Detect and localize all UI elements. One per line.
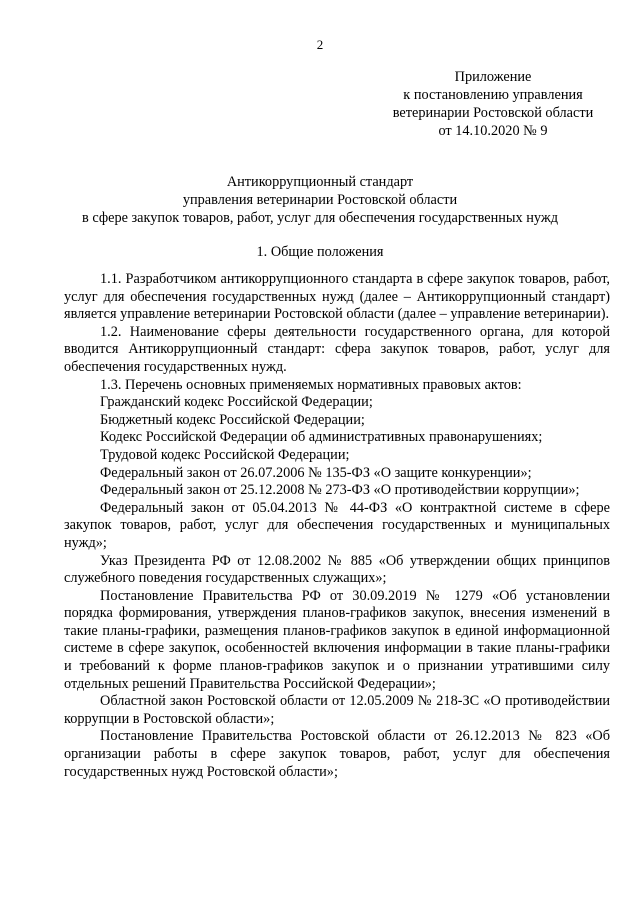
paragraph: Постановление Правительства Ростовской области от 26.12.2013 № 823 «Об организации работы в сфере закупок товаров, работ, услуг для обеспечения государственных нужд Ростовской области»; (64, 728, 610, 780)
paragraph: Федеральный закон от 26.07.2006 № 135-ФЗ «О защите конкуренции»; (100, 464, 532, 481)
paragraph: 1.3. Перечень основных применяемых нормативных правовых актов: (100, 376, 522, 393)
paragraph: Областной закон Ростовской области от 12.05.2009 № 218-ЗС «О противодействии коррупции в Ростовской области»; (64, 693, 610, 727)
paragraph: 1.2. Наименование сферы деятельности государственного органа, для которой вводится Антикоррупционный стандарт: сфера закупок товаров, работ, услуг для обеспечения государственных нужд. (64, 323, 610, 375)
appendix-block (380, 68, 606, 140)
paragraph: Федеральный закон от 05.04.2013 № 44-ФЗ «О контрактной системе в сфере закупок товаров, работ, услуг для обеспечения государственных и муниципальных нужд»; (64, 499, 610, 551)
document-body (64, 271, 610, 781)
paragraph: Бюджетный кодекс Российской Федерации; (100, 411, 365, 428)
appendix-line: от 14.10.2020 № 9 (438, 123, 548, 139)
paragraph: Федеральный закон от 25.12.2008 № 273-ФЗ «О противодействии коррупции»; (100, 482, 580, 499)
appendix-line: ветеринарии Ростовской области (392, 105, 594, 121)
paragraph: 1.1. Разработчиком антикоррупционного стандарта в сфере закупок товаров, работ, услуг для обеспечения государственных нужд (далее – Антикоррупционный стандарт) является управление ветеринарии Ростовской области (далее – управление ветеринарии). (64, 271, 610, 323)
paragraph: Кодекс Российской Федерации об административных правонарушениях; (100, 429, 543, 446)
appendix-line: Приложение (454, 69, 532, 85)
paragraph: Постановление Правительства РФ от 30.09.2019 № 1279 «Об установлении порядка формирования, утверждения планов-графиков закупок, внесения изменений в такие планы-графики, размещения планов-графиков закупок в единой информационной системе в сфере закупок, особенностей включения информации в такие планы-графики и требований к форме планов-графиков закупок и о признании утратившими силу отдельных решений Правительства Российской Федерации»; (64, 587, 610, 692)
paragraph: Указ Президента РФ от 12.08.2002 № 885 «Об утверждении общих принципов служебного поведения государственных служащих»; (64, 552, 610, 587)
page-number: 2 (316, 37, 324, 52)
section-heading: 1. Общие положения (256, 244, 384, 260)
paragraph: Трудовой кодекс Российской Федерации; (100, 446, 350, 463)
document-title (60, 173, 580, 227)
appendix-line: к постановлению управления (403, 87, 583, 103)
title-line: управления ветеринарии Ростовской области (182, 192, 458, 208)
title-line: Антикоррупционный стандарт (226, 174, 414, 190)
title-line: в сфере закупок товаров, работ, услуг для обеспечения государственных нужд (82, 210, 558, 226)
paragraph: Гражданский кодекс Российской Федерации; (100, 394, 373, 411)
